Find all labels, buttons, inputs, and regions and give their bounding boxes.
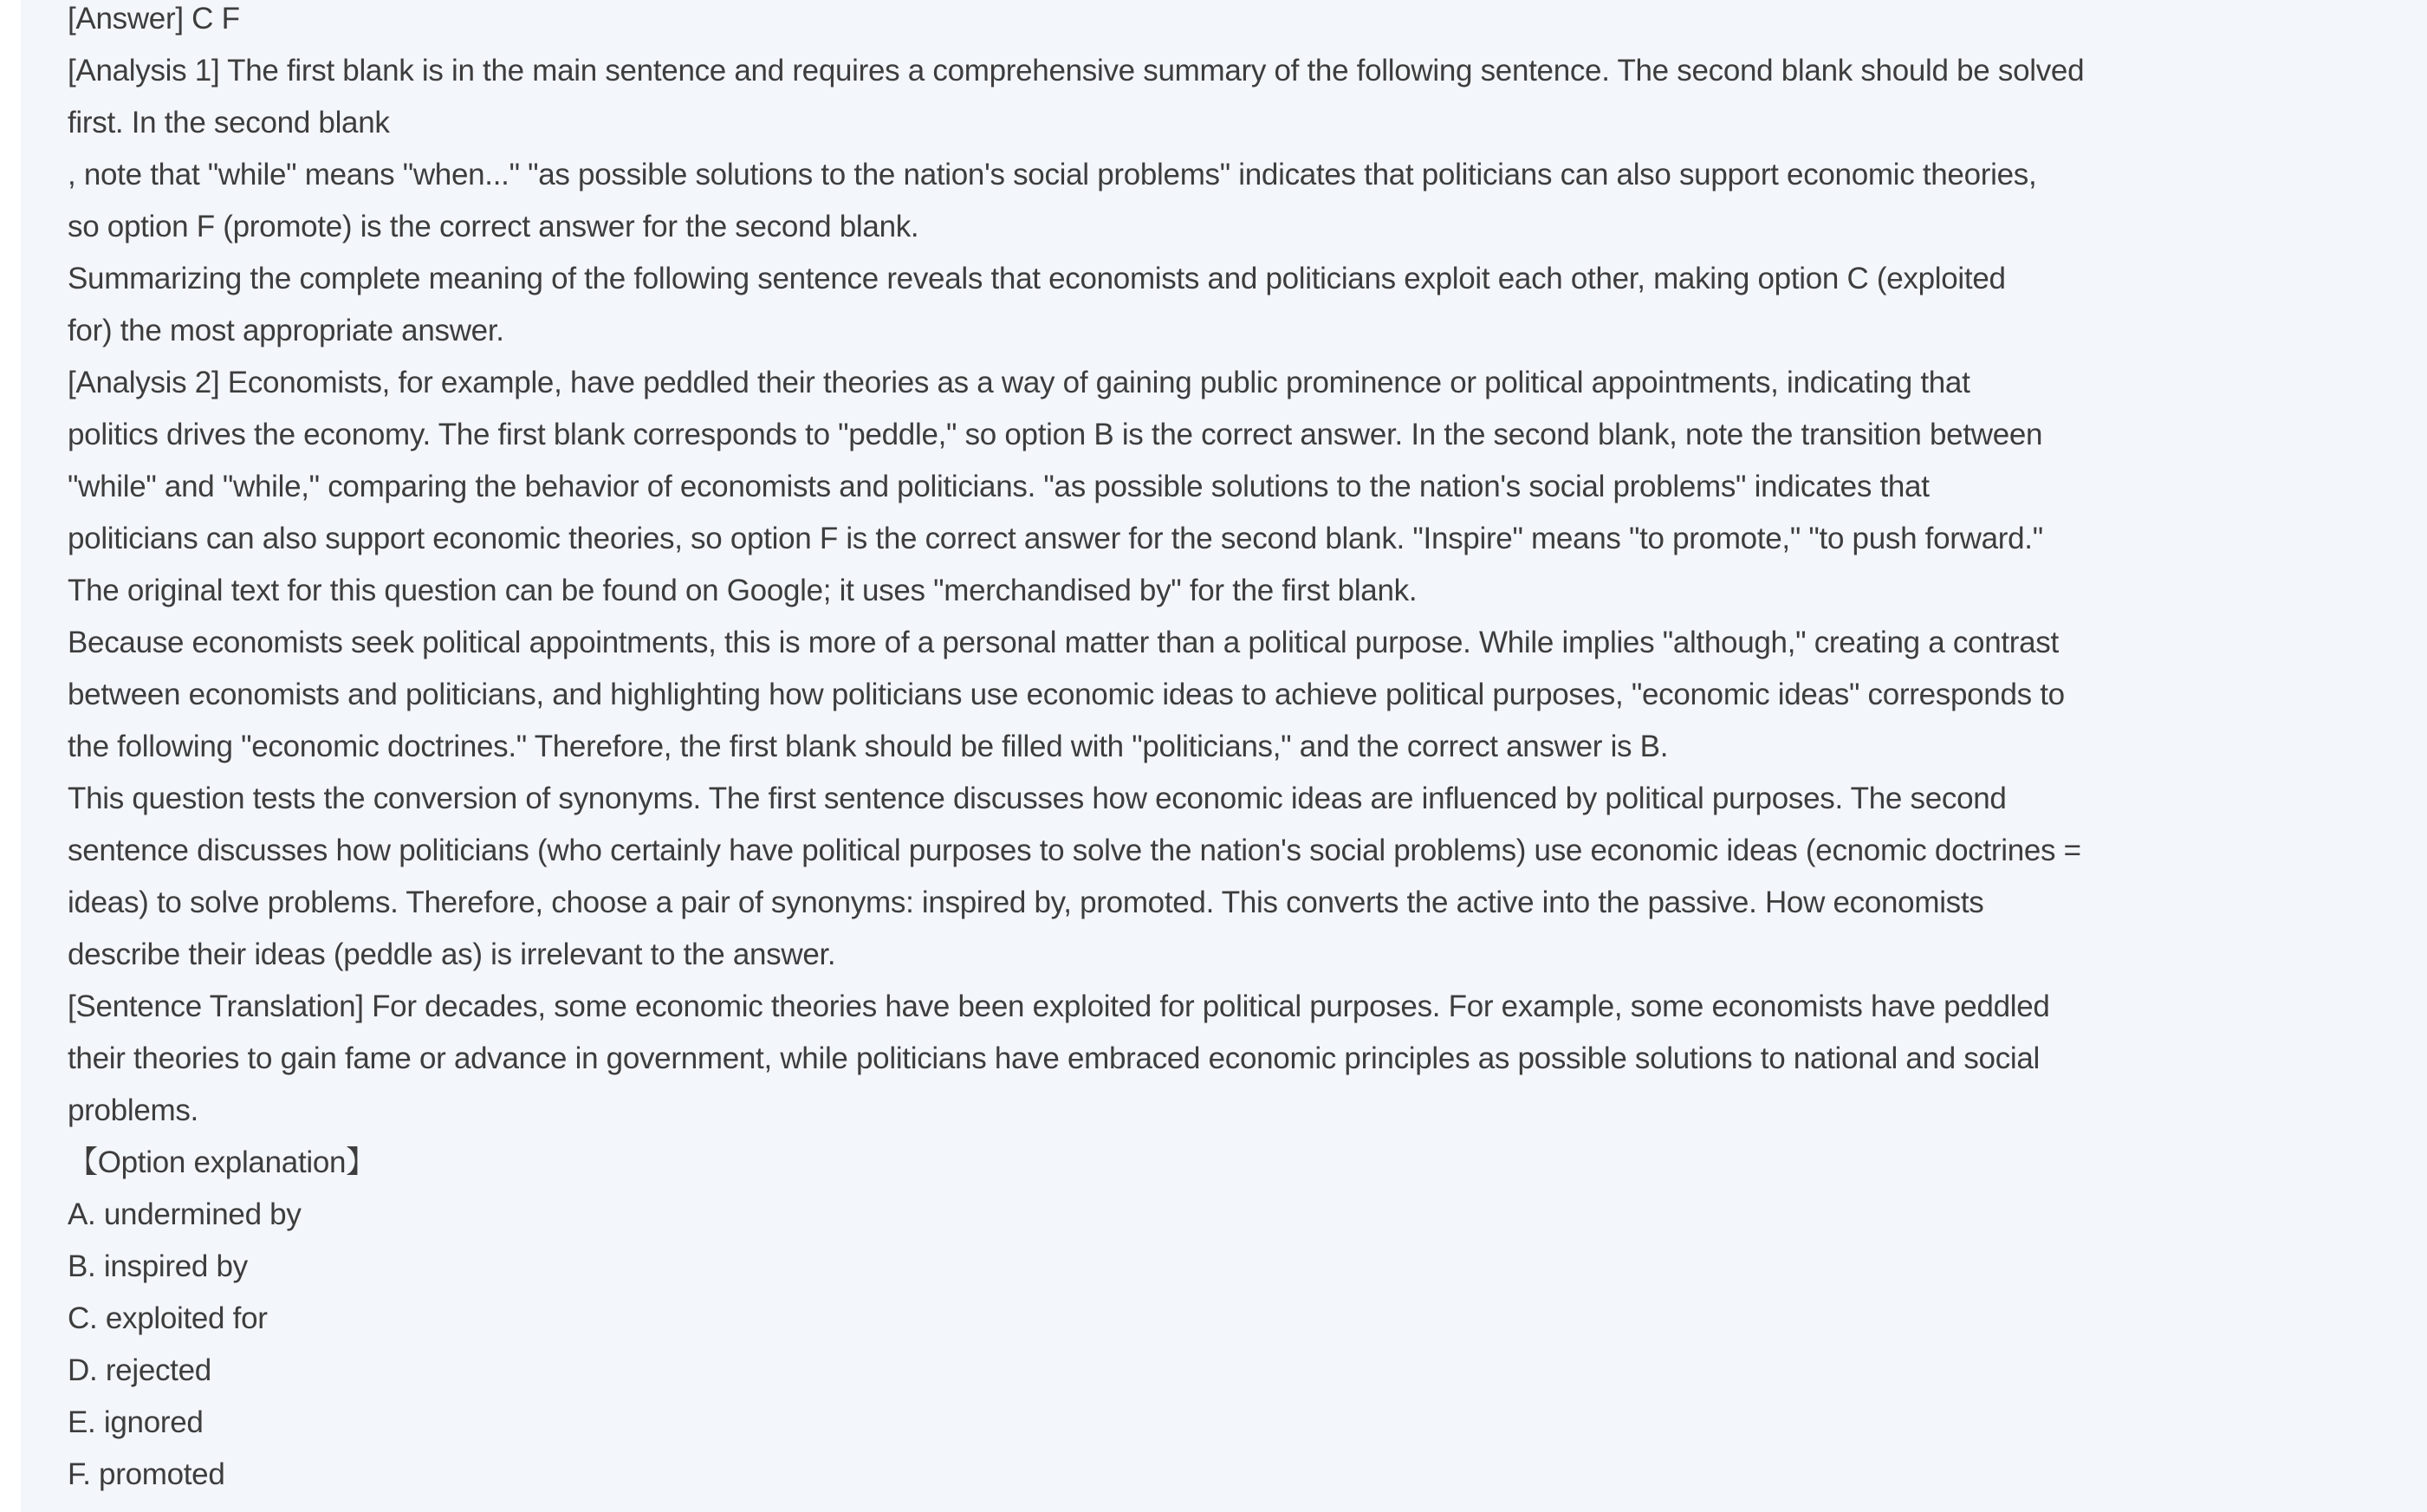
option-a: A. undermined by xyxy=(68,1197,302,1231)
explanation-text-block xyxy=(21,0,2427,1501)
option-d: D. rejected xyxy=(68,1353,211,1387)
sentence-translation-line-2: their theories to gain fame or advance in government, while politicians have embraced economic principles as possible solutions to national and social xyxy=(68,1042,2041,1075)
analysis-1-line-4: so option F (promote) is the correct answer for the second blank. xyxy=(68,210,919,243)
analysis-2-line-5: The original text for this question can be found on Google; it uses "merchandised by" for the first blank. xyxy=(68,574,1418,607)
option-f: F. promoted xyxy=(68,1457,225,1491)
sentence-translation-line-3: problems. xyxy=(68,1093,198,1127)
option-c: C. exploited for xyxy=(68,1301,268,1335)
answer-explanation-panel xyxy=(21,0,2427,1512)
analysis-2-line-4: politicians can also support economic theories, so option F is the correct answer for the second blank. "Inspire" means "to promote," "to push forward." xyxy=(68,522,2043,555)
option-e: E. ignored xyxy=(68,1405,204,1439)
analysis-2-line-8: the following "economic doctrines." Therefore, the first blank should be filled with "politicians," and the correct answer is B. xyxy=(68,730,1669,763)
analysis-2-line-1: [Analysis 2] Economists, for example, have peddled their theories as a way of gaining public prominence or political appointments, indicating that xyxy=(68,366,1970,399)
option-explanation-heading: 【Option explanation】 xyxy=(68,1145,376,1179)
analysis-2-line-2: politics drives the economy. The first blank corresponds to "peddle," so option B is the correct answer. In the second blank, note the transition between xyxy=(68,418,2043,451)
analysis-1-line-3: , note that "while" means "when..." "as possible solutions to the nation's social problems" indicates that politicians can also support economic theories, xyxy=(68,158,2037,191)
analysis-1-line-6: for) the most appropriate answer. xyxy=(68,314,504,347)
analysis-2-line-10: sentence discusses how politicians (who certainly have political purposes to solve the nation's social problems) use economic ideas (ecnomic doctrines = xyxy=(68,834,2081,867)
analysis-2-line-7: between economists and politicians, and highlighting how politicians use economic ideas to achieve political purposes, "economic ideas" corresponds to xyxy=(68,678,2065,711)
analysis-2-line-11: ideas) to solve problems. Therefore, choose a pair of synonyms: inspired by, promoted. This converts the active into the passive. How economists xyxy=(68,886,1984,919)
option-b: B. inspired by xyxy=(68,1249,248,1283)
analysis-1-line-2: first. In the second blank xyxy=(68,106,390,140)
analysis-2-line-12: describe their ideas (peddle as) is irrelevant to the answer. xyxy=(68,938,836,971)
analysis-1-line-1: [Analysis 1] The first blank is in the main sentence and requires a comprehensive summary of the following sentence. The second blank should be solved xyxy=(68,54,2085,88)
analysis-2-line-9: This question tests the conversion of synonyms. The first sentence discusses how economic ideas are influenced by political purposes. The second xyxy=(68,782,2007,815)
answer-text: [Answer] C F xyxy=(68,2,240,36)
analysis-1-line-5: Summarizing the complete meaning of the following sentence reveals that economists and politicians exploit each other, making option C (exploited xyxy=(68,262,2006,295)
analysis-2-line-6: Because economists seek political appointments, this is more of a personal matter than a political purpose. While implies "although," creating a contrast xyxy=(68,626,2059,659)
sentence-translation-line-1: [Sentence Translation] For decades, some economic theories have been exploited for political purposes. For example, some economists have peddled xyxy=(68,990,2050,1023)
analysis-2-line-3: "while" and "while," comparing the behavior of economists and politicians. "as possible solutions to the nation's social problems" indicates that xyxy=(68,470,1930,503)
